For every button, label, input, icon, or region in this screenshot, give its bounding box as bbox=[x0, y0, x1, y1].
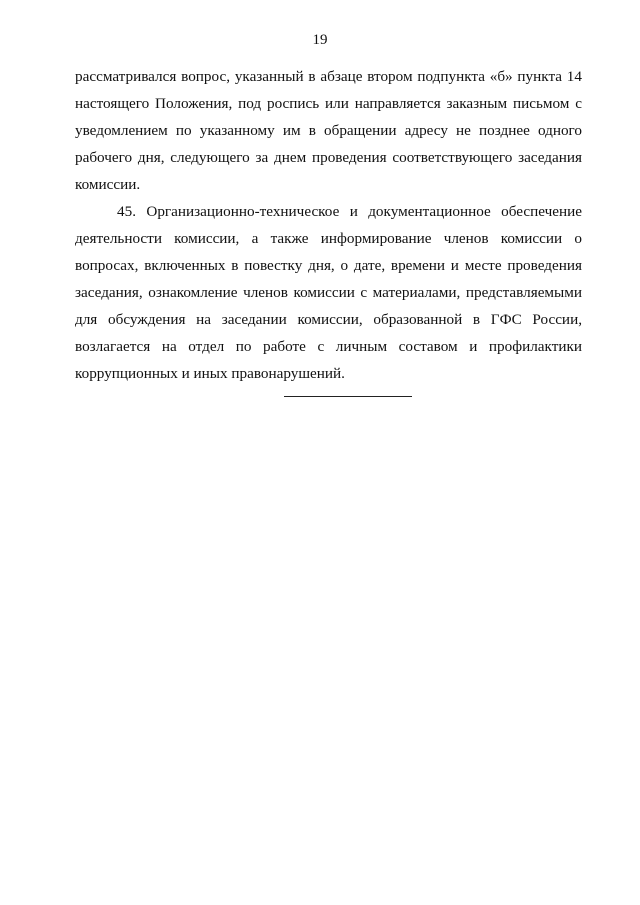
paragraph-item-45: 45. Организационно-техническое и документационное обеспечение деятельности комиссии, а также информирование членов комиссии о вопросах, включенных в повестку дня, о дате, времени и месте проведения заседания, ознакомление членов комиссии с материалами, представляемыми для обсуждения на заседании комиссии, образованной в ГФС России, возлагается на отдел по работе с личным составом и профилактики коррупционных и иных правонарушений. bbox=[75, 203, 582, 382]
paragraph-continuation: рассматривался вопрос, указанный в абзаце втором подпункта «б» пункта 14 настоящего Положения, под роспись или направляется заказным письмом с уведомлением по указанному им в обращении адресу не позднее одного рабочего дня, следующего за днем проведения соответствующего заседания комиссии. bbox=[75, 68, 582, 193]
document-body bbox=[75, 63, 582, 387]
page-number: 19 bbox=[312, 32, 328, 48]
document-end-rule bbox=[284, 396, 412, 397]
